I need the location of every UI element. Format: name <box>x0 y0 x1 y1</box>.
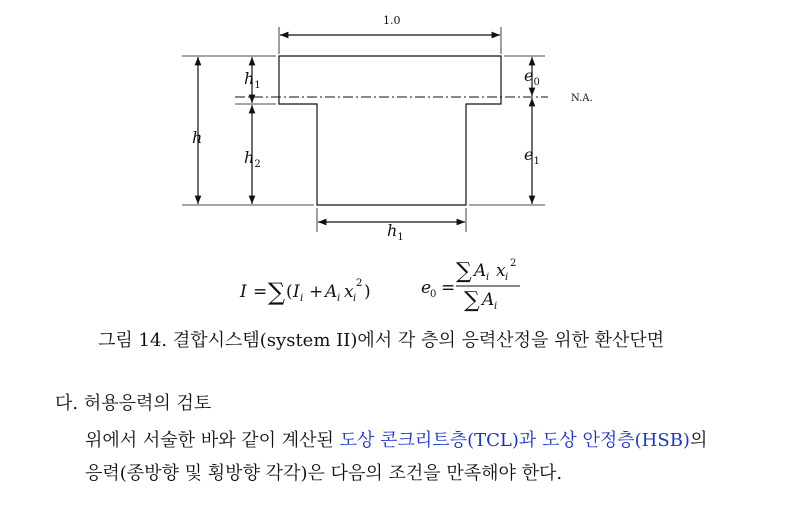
svg-text:0: 0 <box>430 289 437 300</box>
h-label: h <box>192 128 203 147</box>
neutral-axis-label: N.A. <box>571 93 593 104</box>
svg-text:e: e <box>421 278 432 298</box>
svg-text:+: + <box>309 282 324 302</box>
svg-text:∑: ∑ <box>464 288 480 313</box>
svg-text:i: i <box>494 301 498 312</box>
paragraph-text-b: 의 <box>689 430 708 451</box>
svg-text:=: = <box>441 278 456 298</box>
paragraph-highlight: 도상 콘크리트층(TCL)과 도상 안정층(HSB) <box>339 430 690 451</box>
svg-text:=: = <box>253 282 268 302</box>
svg-text:i: i <box>300 293 304 304</box>
bottom-h1-label: $h_1$ <box>387 221 404 243</box>
svg-text:A: A <box>482 290 495 310</box>
svg-text:x: x <box>496 261 506 281</box>
svg-text:A: A <box>325 282 338 302</box>
h2-label: $h_2$ <box>244 148 261 170</box>
svg-text:): ) <box>364 282 371 302</box>
svg-text:(: ( <box>286 282 293 302</box>
svg-text:I: I <box>293 282 300 302</box>
svg-text:i: i <box>505 272 509 283</box>
svg-text:2: 2 <box>356 278 363 289</box>
paragraph-line-2: 응력(종방향 및 횡방향 각각)은 다음의 조건을 만족해야 한다. <box>85 463 563 484</box>
section-heading: 다. 허용응력의 검토 <box>55 393 212 414</box>
svg-text:2: 2 <box>510 258 517 269</box>
svg-text:I: I <box>240 282 247 302</box>
svg-text:A: A <box>474 261 487 281</box>
svg-text:∑: ∑ <box>268 278 286 306</box>
h1-label: $h_1$ <box>244 69 261 91</box>
svg-text:∑: ∑ <box>456 259 472 284</box>
e0-label: $e_0$ <box>524 66 540 88</box>
svg-text:i: i <box>486 272 490 283</box>
paragraph-text-a: 위에서 서술한 바와 같이 계산된 <box>85 430 340 451</box>
svg-text:i: i <box>337 293 341 304</box>
t-section-outline <box>279 56 501 205</box>
e0-formula <box>421 258 520 313</box>
inertia-formula <box>239 278 371 306</box>
e1-label: $e_1$ <box>524 145 540 167</box>
svg-text:i: i <box>353 293 357 304</box>
svg-text:x: x <box>344 282 354 302</box>
paragraph-line-1 <box>85 426 707 452</box>
top-width-label: 1.0 <box>383 14 401 27</box>
figure-caption: 그림 14. 결합시스템(system II)에서 각 층의 응력산정을 위한 환산단면 <box>98 330 665 351</box>
